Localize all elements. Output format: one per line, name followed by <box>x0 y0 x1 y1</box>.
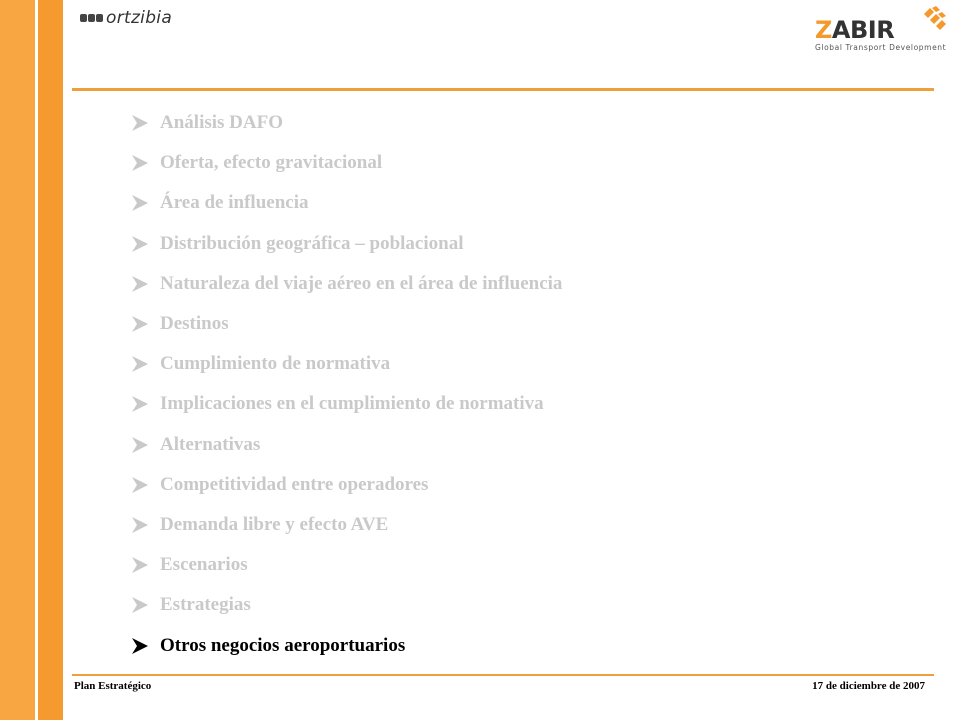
arrow-bullet-icon <box>130 315 150 333</box>
arrow-bullet-icon <box>130 556 150 574</box>
agenda-item <box>130 384 562 424</box>
agenda-item-label: Análisis DAFO <box>160 112 283 134</box>
agenda-item <box>130 224 562 264</box>
agenda-item-label: Distribución geográfica – poblacional <box>160 232 464 254</box>
arrow-bullet-icon <box>130 194 150 212</box>
zabir-grid-icon <box>920 6 948 36</box>
agenda-item <box>130 143 562 183</box>
agenda-item-label: Oferta, efecto gravitacional <box>160 152 383 174</box>
agenda-item <box>130 304 562 344</box>
agenda-item <box>130 625 562 665</box>
arrow-bullet-icon <box>130 516 150 534</box>
agenda-item <box>130 344 562 384</box>
zabir-logo-tagline: Global Transport Development <box>815 43 947 52</box>
agenda-item-label: Cumplimiento de normativa <box>160 353 391 375</box>
agenda-item-label: Área de influencia <box>160 192 309 214</box>
agenda-item-label: Otros negocios aeroportuarios <box>160 634 406 656</box>
ortzibia-logo-text: ortzibia <box>106 8 173 28</box>
agenda-item-label: Competitividad entre operadores <box>160 473 429 495</box>
agenda-item-label: Alternativas <box>160 433 261 455</box>
footer-title: Plan Estratégico <box>74 680 152 692</box>
ortzibia-mark-icon <box>80 12 106 24</box>
agenda-item-label: Naturaleza del viaje aéreo en el área de influencia <box>160 272 563 294</box>
arrow-bullet-icon <box>130 275 150 293</box>
arrow-bullet-icon <box>130 596 150 614</box>
header-divider <box>72 88 934 91</box>
agenda-item-label: Implicaciones en el cumplimiento de normativa <box>160 393 544 415</box>
arrow-bullet-icon <box>130 436 150 454</box>
agenda-item <box>130 183 562 223</box>
agenda-list <box>130 103 562 666</box>
zabir-logo-brand: ZABIR <box>815 16 895 44</box>
agenda-item-label: Escenarios <box>160 554 248 576</box>
agenda-item <box>130 585 562 625</box>
arrow-bullet-icon <box>130 355 150 373</box>
agenda-item-label: Destinos <box>160 313 229 335</box>
arrow-bullet-icon <box>130 476 150 494</box>
agenda-item <box>130 465 562 505</box>
arrow-bullet-icon <box>130 395 150 413</box>
ortzibia-logo <box>80 8 172 28</box>
agenda-item <box>130 505 562 545</box>
arrow-bullet-icon <box>130 235 150 253</box>
agenda-item <box>130 425 562 465</box>
agenda-item-label: Demanda libre y efecto AVE <box>160 513 389 535</box>
agenda-item <box>130 545 562 585</box>
footer-date: 17 de diciembre de 2007 <box>812 680 925 692</box>
left-accent-stripe <box>0 0 35 720</box>
agenda-item <box>130 264 562 304</box>
agenda-item-label: Estrategias <box>160 594 251 616</box>
zabir-logo <box>812 6 952 56</box>
arrow-bullet-icon <box>130 114 150 132</box>
left-accent-stripe-inner <box>38 0 63 720</box>
arrow-bullet-icon <box>130 637 150 655</box>
agenda-item <box>130 103 562 143</box>
arrow-bullet-icon <box>130 154 150 172</box>
footer-divider <box>72 674 934 676</box>
